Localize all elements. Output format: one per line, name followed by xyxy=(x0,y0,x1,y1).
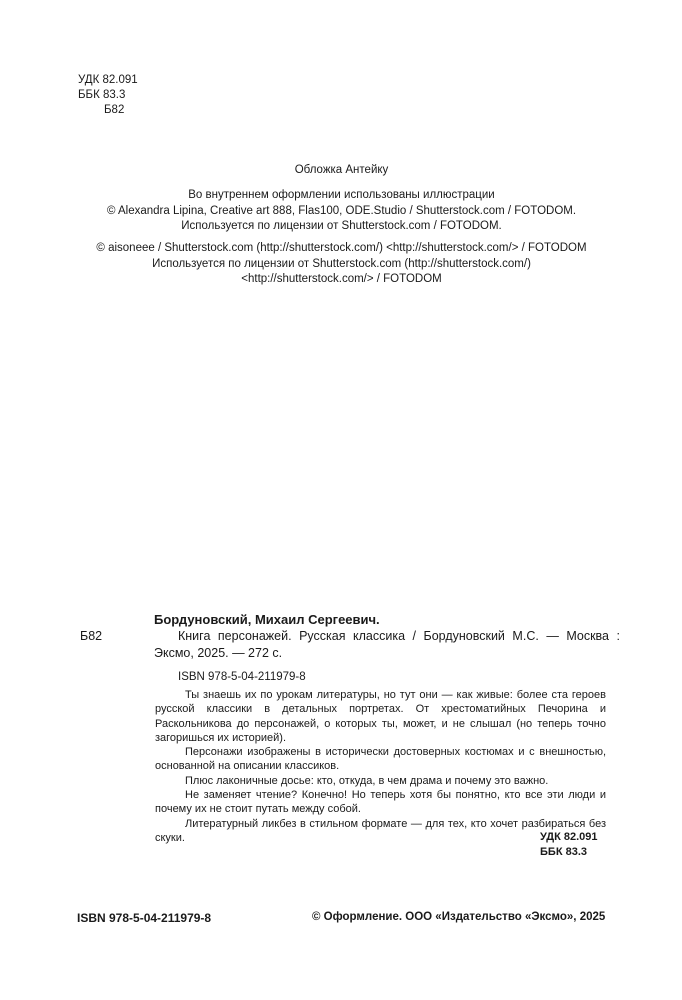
bibliographic-record xyxy=(80,611,620,686)
illustrations-line: Во внутреннем оформлении использованы иллюстрации xyxy=(188,189,495,201)
illustrations-credit xyxy=(60,188,623,235)
record-isbn: ISBN 978-5-04-211979-8 xyxy=(178,671,306,683)
record-description: Книга персонажей. Русская классика / Бордуновский М.С. — Москва : Эксмо, 2025. — 272 с. xyxy=(154,629,620,660)
record-code: Б82 xyxy=(80,629,103,643)
udk-code-right: УДК 82.091 xyxy=(540,831,598,843)
bbk-code: ББК 83.3 xyxy=(78,89,126,101)
bbk-code-right: ББК 83.3 xyxy=(540,845,587,858)
annotation-paragraph: Персонажи изображены в исторически достоверных костюмах и с внешностью, основанной на описании классиков. xyxy=(155,746,606,773)
illustrations-line: © Alexandra Lipina, Creative art 888, Flas100, ODE.Studio / Shutterstock.com / FOTODOM. xyxy=(106,204,577,217)
classification-codes xyxy=(78,73,138,118)
illustrations-line: Используется по лицензии от Shutterstock.com / FOTODOM. xyxy=(181,220,502,232)
udk-code: УДК 82.091 xyxy=(78,74,138,86)
annotation-paragraph: Ты знаешь их по урокам литературы, но тут они — как живые: более ста героев русской классики в детальных портретах. От хрестоматийных Печорина и Раскольникова до персонажей, о которых ты, может, и не слышал (но теперь точно загоришься их историей). xyxy=(155,689,606,744)
annotation-paragraph: Литературный ликбез в стильном формате — для тех, кто хочет разбираться без скуки. xyxy=(155,817,606,844)
stock-credit xyxy=(60,241,623,288)
footer-isbn: ISBN 978-5-04-211979-8 xyxy=(77,911,212,925)
stock-line: Используется по лицензии от Shutterstock.com (http://shutterstock.com/) xyxy=(152,257,531,270)
author-mark: Б82 xyxy=(104,104,125,116)
stock-line: <http://shutterstock.com/> / FOTODOM xyxy=(241,273,442,285)
cover-credit: Обложка Антейку xyxy=(294,164,389,176)
footer-copyright: © Оформление. ООО «Издательство «Эксмо», 2025 xyxy=(312,911,606,923)
author-name: Бордуновский, Михаил Сергеевич. xyxy=(154,612,380,627)
annotation xyxy=(155,688,606,845)
annotation-paragraph: Не заменяет чтение? Конечно! Но теперь хотя бы понятно, кто все эти люди и почему их не стоит путать между собой. xyxy=(155,789,606,816)
classification-right xyxy=(540,830,598,859)
annotation-paragraph: Плюс лаконичные досье: кто, откуда, в чем драма и почему это важно. xyxy=(185,774,549,787)
stock-line: © aisoneee / Shutterstock.com (http://shutterstock.com/) <http://shutterstock.com/> / FOTODOM xyxy=(96,242,587,254)
